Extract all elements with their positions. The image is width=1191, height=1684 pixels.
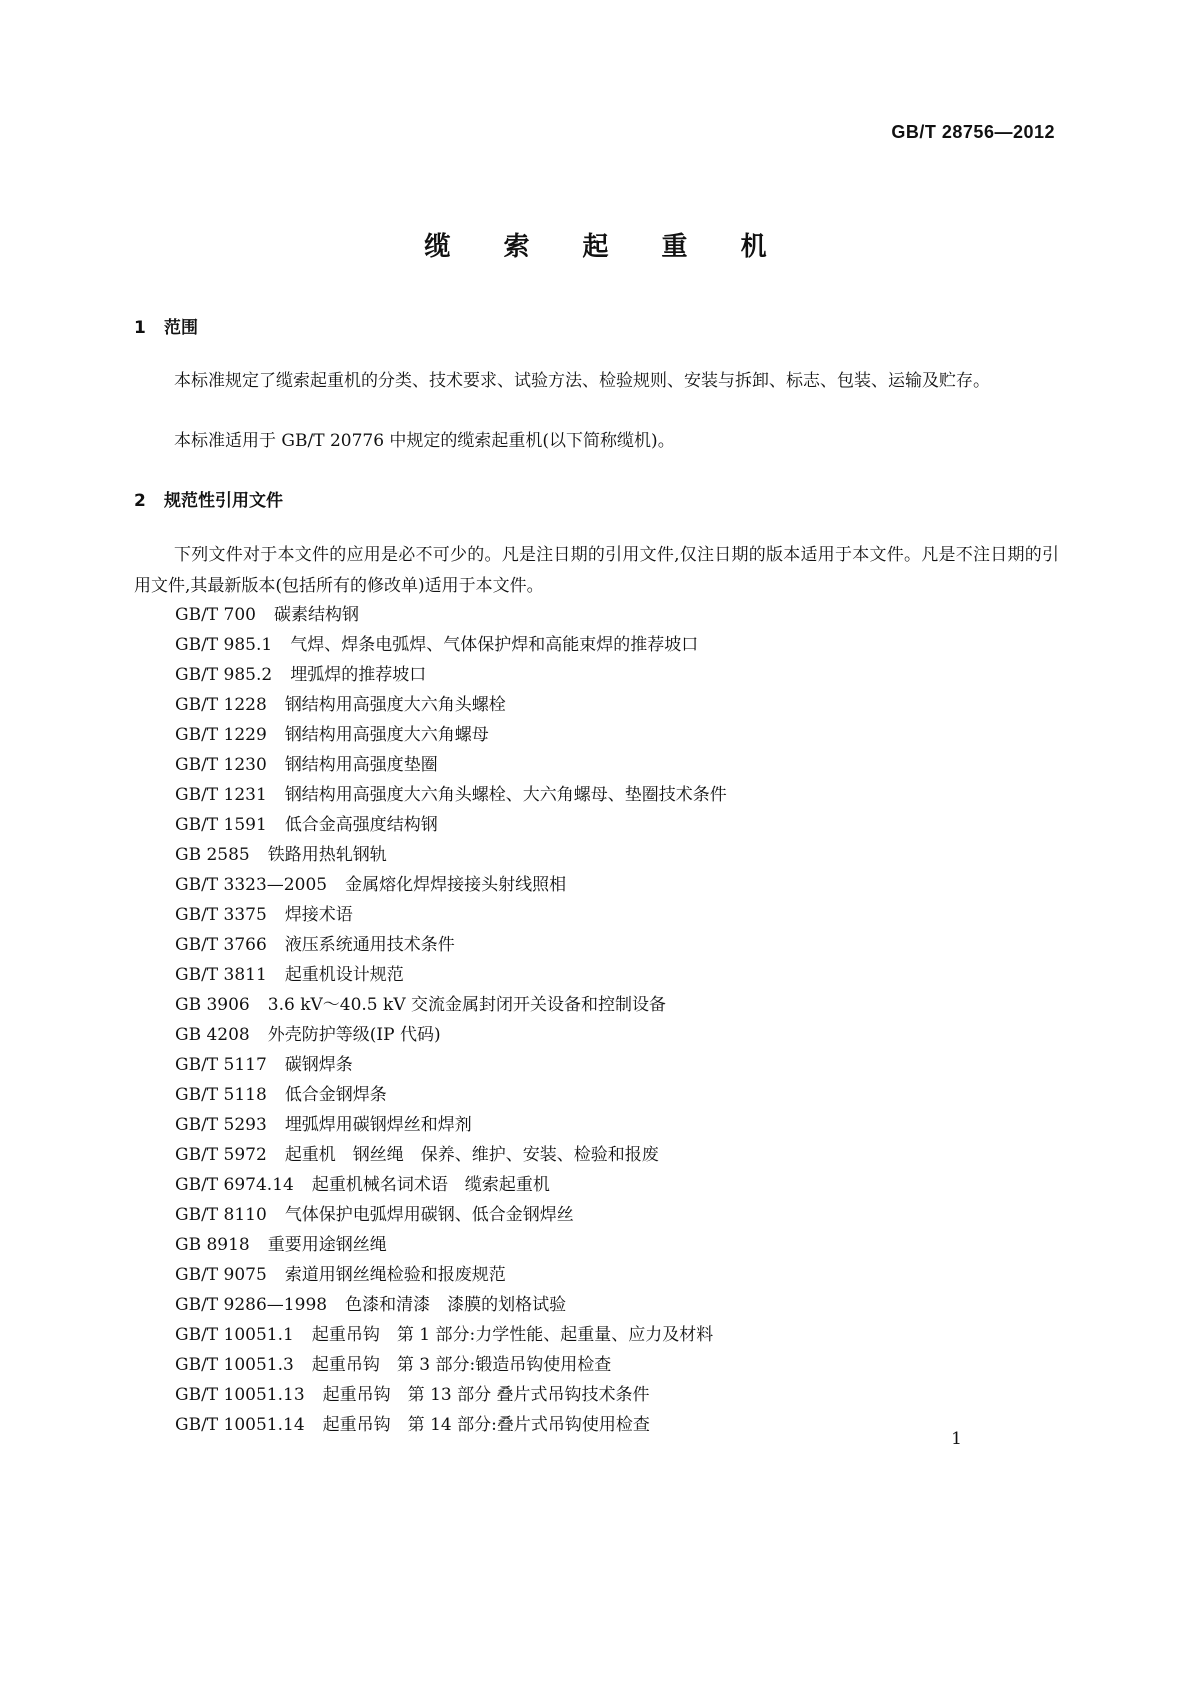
reference-title: 低合金高强度结构钢 <box>284 815 438 835</box>
reference-code: GB/T 10051.3 <box>175 1355 294 1375</box>
reference-code: GB/T 1591 <box>175 815 267 835</box>
reference-item <box>175 1200 727 1230</box>
reference-code: GB/T 5118 <box>175 1085 267 1105</box>
reference-item <box>175 600 727 630</box>
reference-item <box>175 1110 727 1140</box>
section-title: 规范性引用文件 <box>164 491 283 511</box>
reference-title: 钢结构用高强度大六角头螺栓 <box>284 695 506 715</box>
reference-code: GB/T 8110 <box>175 1205 267 1225</box>
standard-code: GB/T 28756—2012 <box>891 122 1055 142</box>
reference-item <box>175 660 727 690</box>
reference-code: GB/T 10051.1 <box>175 1325 294 1345</box>
reference-item <box>175 1020 727 1050</box>
reference-title: 起重吊钩 第 3 部分:锻造吊钩使用检查 <box>311 1355 612 1375</box>
reference-code: GB 4208 <box>175 1025 250 1045</box>
reference-title: 起重吊钩 第 1 部分:力学性能、起重量、应力及材料 <box>311 1325 714 1345</box>
scope-paragraph: 本标准规定了缆索起重机的分类、技术要求、试验方法、检验规则、安装与拆卸、标志、包装、运输及贮存。 <box>174 371 990 391</box>
section-heading-scope <box>134 313 198 338</box>
reference-code: GB/T 5117 <box>175 1055 267 1075</box>
reference-item <box>175 690 727 720</box>
reference-title: 液压系统通用技术条件 <box>284 935 455 955</box>
reference-title: 钢结构用高强度垫圈 <box>284 755 438 775</box>
reference-title: 金属熔化焊焊接接头射线照相 <box>345 875 567 895</box>
reference-code: GB/T 3375 <box>175 905 267 925</box>
reference-code: GB/T 3323—2005 <box>175 875 328 895</box>
references-intro-paragraph: 下列文件对于本文件的应用是必不可少的。凡是注日期的引用文件,仅注日期的版本适用于本文件。凡是不注日期的引用文件,其最新版本(包括所有的修改单)适用于本文件。 <box>134 545 1059 596</box>
reference-code: GB/T 9075 <box>175 1265 267 1285</box>
reference-title: 索道用钢丝绳检验和报废规范 <box>284 1265 506 1285</box>
reference-code: GB/T 1228 <box>175 695 267 715</box>
reference-code: GB/T 9286—1998 <box>175 1295 328 1315</box>
reference-item <box>175 1050 727 1080</box>
reference-title: 铁路用热轧钢轨 <box>267 845 387 865</box>
reference-code: GB/T 3766 <box>175 935 267 955</box>
reference-title: 碳钢焊条 <box>284 1055 353 1075</box>
scope-paragraph: 本标准适用于 GB/T 20776 中规定的缆索起重机(以下简称缆机)。 <box>174 431 675 451</box>
reference-item <box>175 930 727 960</box>
reference-title: 埋弧焊的推荐坡口 <box>290 665 427 685</box>
reference-item <box>175 990 727 1020</box>
reference-title: 起重吊钩 第 13 部分 叠片式吊钩技术条件 <box>322 1385 650 1405</box>
reference-code: GB/T 1230 <box>175 755 267 775</box>
reference-item <box>175 810 727 840</box>
reference-code: GB/T 985.1 <box>175 635 273 655</box>
reference-title: 钢结构用高强度大六角螺母 <box>284 725 489 745</box>
reference-code: GB/T 1231 <box>175 785 267 805</box>
reference-code: GB/T 5293 <box>175 1115 267 1135</box>
reference-title: 低合金钢焊条 <box>284 1085 387 1105</box>
section-heading-normative-references <box>134 486 283 511</box>
reference-item <box>175 1410 727 1440</box>
reference-item <box>175 870 727 900</box>
reference-item <box>175 750 727 780</box>
reference-title: 起重机设计规范 <box>284 965 404 985</box>
reference-item <box>175 720 727 750</box>
reference-title: 气体保护电弧焊用碳钢、低合金钢焊丝 <box>284 1205 574 1225</box>
reference-code: GB/T 10051.13 <box>175 1385 305 1405</box>
reference-item <box>175 780 727 810</box>
reference-item <box>175 1140 727 1170</box>
reference-code: GB 8918 <box>175 1235 250 1255</box>
reference-item <box>175 1320 727 1350</box>
section-number: 2 <box>134 491 146 511</box>
reference-item <box>175 840 727 870</box>
reference-item <box>175 1230 727 1260</box>
reference-title: 色漆和清漆 漆膜的划格试验 <box>345 1295 567 1315</box>
reference-title: 埋弧焊用碳钢焊丝和焊剂 <box>284 1115 472 1135</box>
reference-title: 钢结构用高强度大六角头螺栓、大六角螺母、垫圈技术条件 <box>284 785 727 805</box>
reference-code: GB/T 1229 <box>175 725 267 745</box>
reference-title: 起重吊钩 第 14 部分:叠片式吊钩使用检查 <box>322 1415 650 1435</box>
page-number: 1 <box>951 1429 962 1449</box>
reference-title: 焊接术语 <box>284 905 353 925</box>
section-title: 范围 <box>164 318 198 338</box>
reference-code: GB/T 700 <box>175 605 256 625</box>
reference-code: GB/T 3811 <box>175 965 267 985</box>
reference-item <box>175 1290 727 1320</box>
reference-title: 气焊、焊条电弧焊、气体保护焊和高能束焊的推荐坡口 <box>290 635 699 655</box>
reference-item <box>175 960 727 990</box>
reference-code: GB/T 10051.14 <box>175 1415 305 1435</box>
reference-title: 重要用途钢丝绳 <box>267 1235 387 1255</box>
reference-title: 外壳防护等级(IP 代码) <box>267 1025 441 1045</box>
reference-code: GB/T 5972 <box>175 1145 267 1165</box>
reference-item <box>175 1080 727 1110</box>
reference-item <box>175 1170 727 1200</box>
reference-item <box>175 900 727 930</box>
reference-code: GB/T 6974.14 <box>175 1175 294 1195</box>
reference-item <box>175 1380 727 1410</box>
reference-item <box>175 1350 727 1380</box>
section-number: 1 <box>134 318 146 338</box>
reference-code: GB 3906 <box>175 995 250 1015</box>
reference-item <box>175 1260 727 1290</box>
reference-title: 起重机械名词术语 缆索起重机 <box>311 1175 550 1195</box>
document-title: 缆 索 起 重 机 <box>424 232 789 262</box>
reference-code: GB/T 985.2 <box>175 665 273 685</box>
reference-code: GB 2585 <box>175 845 250 865</box>
reference-title: 3.6 kV～40.5 kV 交流金属封闭开关设备和控制设备 <box>267 995 667 1015</box>
reference-list <box>175 600 727 1440</box>
reference-item <box>175 630 727 660</box>
reference-title: 起重机 钢丝绳 保养、维护、安装、检验和报废 <box>284 1145 659 1165</box>
reference-title: 碳素结构钢 <box>274 605 359 625</box>
